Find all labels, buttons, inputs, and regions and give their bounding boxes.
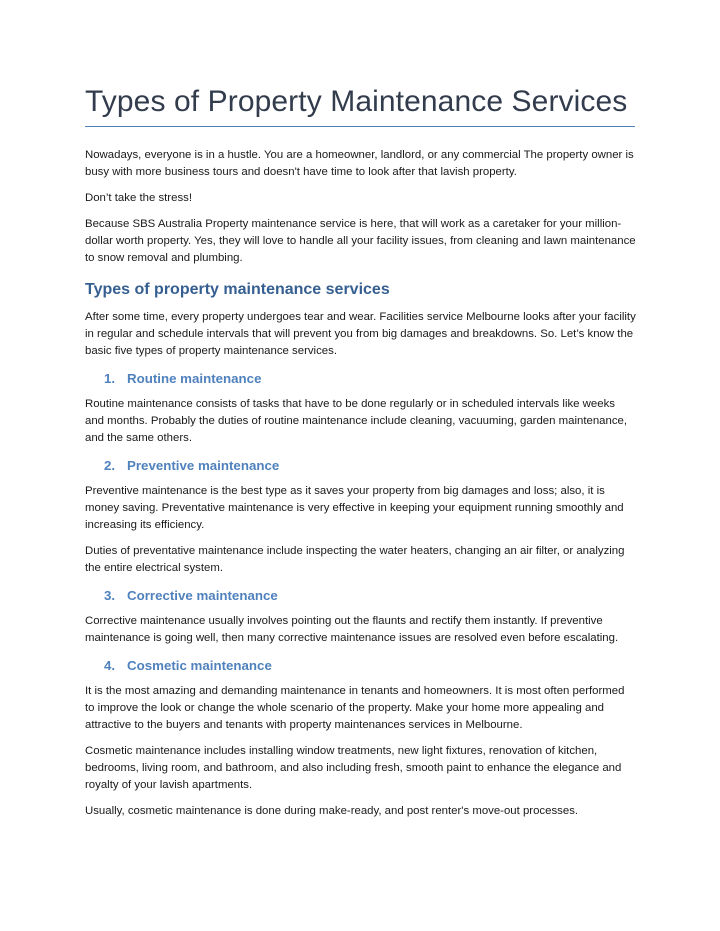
section-paragraph: After some time, every property undergoes tear and wear. Facilities service Melbourne looks after your facility in regular and schedule intervals that will prevent you from big damages and breakdowns. So. Let’s know the basic five types of property maintenance services.: [85, 311, 636, 357]
item-number: 2.: [104, 458, 116, 473]
item-paragraph: It is the most amazing and demanding maintenance in tenants and homeowners. It is most often performed to improve the look or change the whole scenario of the property. Make your home more appealing and attractive to the buyers and tenants with property maintenances services in Melbourne.: [85, 685, 625, 731]
item-heading-label: Cosmetic maintenance: [127, 658, 272, 673]
section-heading: Types of property maintenance services: [85, 281, 390, 298]
item-paragraph: Duties of preventative maintenance include inspecting the water heaters, changing an air filter, or analyzing the entire electrical system.: [85, 545, 625, 574]
item-heading-cosmetic: [104, 657, 637, 675]
item-heading-routine: [104, 370, 637, 388]
item-number: 4.: [104, 658, 116, 673]
intro-paragraph: Don’t take the stress!: [85, 192, 192, 204]
item-number: 1.: [104, 371, 116, 386]
item-heading-label: Preventive maintenance: [127, 458, 280, 473]
intro-paragraph: Because SBS Australia Property maintenance service is here, that will work as a caretaker for your million-dollar worth property. Yes, they will love to handle all your facility issues, from cleaning and lawn maintenance to snow removal and plumbing.: [85, 218, 636, 264]
item-paragraph: Corrective maintenance usually involves pointing out the flaunts and rectify them instantly. If preventive maintenance is going well, then many corrective maintenance issues are resolved even before escalating.: [85, 615, 619, 644]
item-heading-corrective: [104, 587, 637, 605]
page-title: Types of Property Maintenance Services: [85, 85, 628, 118]
item-heading-label: Routine maintenance: [127, 371, 262, 386]
item-paragraph: Preventive maintenance is the best type as it saves your property from big damages and loss; also, it is money saving. Preventative maintenance is very effective in keeping your equipment running smoothly and increasing its efficiency.: [85, 485, 624, 531]
title-underline: [85, 126, 635, 127]
item-heading-label: Corrective maintenance: [127, 588, 278, 603]
item-paragraph: Routine maintenance consists of tasks that have to be done regularly or in scheduled intervals like weeks and months. Probably the duties of routine maintenance include cleaning, vacuuming, garden maintenance, and the same others.: [85, 398, 628, 444]
intro-paragraph: Nowadays, everyone is in a hustle. You are a homeowner, landlord, or any commercial The property owner is busy with more business tours and doesn't have time to look after that lavish property.: [85, 149, 634, 178]
item-paragraph: Cosmetic maintenance includes installing window treatments, new light fixtures, renovation of kitchen, bedrooms, living room, and bathroom, and also including fresh, smooth paint to enhance the elegance and royalty of your lavish apartments.: [85, 745, 622, 791]
document-page: [85, 82, 637, 829]
item-heading-preventive: [104, 457, 637, 475]
item-number: 3.: [104, 588, 116, 603]
item-paragraph: Usually, cosmetic maintenance is done during make-ready, and post renter's move-out processes.: [85, 805, 579, 817]
